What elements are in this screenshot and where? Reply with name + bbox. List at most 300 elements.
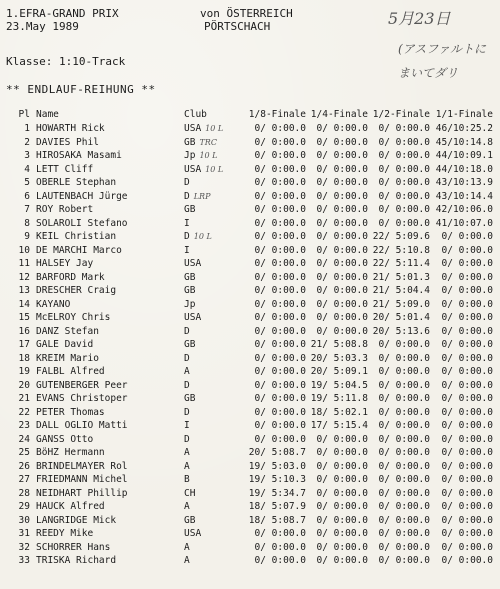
name-cell: REEDY Mike bbox=[36, 528, 94, 539]
column-header-club: Club bbox=[184, 109, 207, 121]
club-cell bbox=[184, 352, 240, 366]
eighth-final-cell: 0/ 0:00.0 bbox=[254, 352, 306, 364]
semi-final-cell: 0/ 0:00.0 bbox=[378, 150, 430, 161]
final-cell: 0/ 0:00.0 bbox=[441, 366, 493, 377]
club-code: CH bbox=[184, 487, 196, 499]
table-row bbox=[0, 338, 493, 352]
club-cell bbox=[184, 514, 240, 528]
semi-final-cell: 0/ 0:00.0 bbox=[378, 555, 430, 566]
club-code: A bbox=[184, 460, 190, 472]
table-row bbox=[0, 244, 493, 258]
table-row bbox=[0, 149, 493, 163]
semi-final-cell: 0/ 0:00.0 bbox=[378, 447, 430, 458]
place-cell: 26 bbox=[18, 460, 30, 472]
club-code: D bbox=[184, 352, 190, 364]
name-cell: LETT Cliff bbox=[36, 163, 94, 175]
eighth-final-cell: 0/ 0:00.0 bbox=[254, 258, 306, 269]
club-code: USA bbox=[184, 312, 202, 323]
semi-final-cell: 0/ 0:00.0 bbox=[378, 163, 430, 175]
final-cell: 0/ 0:00.0 bbox=[441, 474, 493, 485]
final-cell: 0/ 0:00.0 bbox=[441, 312, 493, 323]
club-cell bbox=[184, 392, 240, 406]
table-row bbox=[0, 460, 493, 474]
semi-final-cell: 0/ 0:00.0 bbox=[378, 514, 430, 526]
handwritten-date-note: 5月23日 bbox=[388, 9, 451, 28]
place-cell: 29 bbox=[18, 501, 30, 512]
eighth-final-cell: 0/ 0:00.0 bbox=[254, 298, 306, 310]
name-cell: ROY Robert bbox=[36, 204, 94, 215]
name-cell: GANSS Otto bbox=[36, 433, 94, 445]
club-code: GB bbox=[184, 204, 196, 215]
quarter-final-cell: 0/ 0:00.0 bbox=[316, 474, 368, 485]
name-cell: DAVIES Phil bbox=[36, 136, 99, 148]
final-cell: 0/ 0:00.0 bbox=[441, 447, 493, 458]
table-row bbox=[0, 122, 493, 136]
semi-final-cell: 22/ 5:11.4 bbox=[372, 258, 430, 269]
column-header-place: Pl bbox=[18, 109, 30, 121]
name-cell: SCHORRER Hans bbox=[36, 541, 111, 553]
quarter-final-cell: 20/ 5:09.1 bbox=[310, 366, 368, 377]
table-row bbox=[0, 352, 493, 366]
semi-final-cell: 0/ 0:00.0 bbox=[378, 379, 430, 391]
quarter-final-cell: 0/ 0:00.0 bbox=[316, 555, 368, 566]
table-row bbox=[0, 217, 493, 231]
club-code: A bbox=[184, 447, 190, 458]
club-cell bbox=[184, 541, 240, 555]
eighth-final-cell: 18/ 5:07.9 bbox=[248, 501, 306, 512]
quarter-final-cell: 17/ 5:15.4 bbox=[310, 420, 368, 431]
final-cell: 0/ 0:00.0 bbox=[441, 433, 493, 445]
final-cell: 0/ 0:00.0 bbox=[441, 352, 493, 364]
eighth-final-cell: 0/ 0:00.0 bbox=[254, 393, 306, 404]
eighth-final-cell: 0/ 0:00.0 bbox=[254, 420, 306, 431]
column-header-quarter-final: 1/4-Finale bbox=[310, 109, 368, 121]
club-cell bbox=[184, 190, 240, 204]
club-code: Jp bbox=[184, 150, 196, 161]
place-cell: 25 bbox=[18, 447, 30, 458]
quarter-final-cell: 0/ 0:00.0 bbox=[316, 460, 368, 472]
eighth-final-cell: 0/ 0:00.0 bbox=[254, 366, 306, 377]
name-cell: DANZ Stefan bbox=[36, 325, 99, 337]
name-cell: PETER Thomas bbox=[36, 406, 105, 418]
eighth-final-cell: 0/ 0:00.0 bbox=[254, 150, 306, 161]
quarter-final-cell: 21/ 5:08.8 bbox=[310, 339, 368, 350]
handwritten-club-mark: 10 L bbox=[199, 151, 218, 160]
final-cell: 42/10:06.0 bbox=[435, 204, 493, 215]
semi-final-cell: 0/ 0:00.0 bbox=[378, 460, 430, 472]
final-cell: 0/ 0:00.0 bbox=[441, 420, 493, 431]
semi-final-cell: 0/ 0:00.0 bbox=[378, 501, 430, 512]
club-code: A bbox=[184, 366, 190, 377]
place-cell: 13 bbox=[18, 285, 30, 296]
name-cell: HIROSAKA Masami bbox=[36, 150, 122, 161]
handwritten-club-mark: 10 L bbox=[193, 232, 212, 241]
final-cell: 0/ 0:00.0 bbox=[441, 339, 493, 350]
final-cell: 46/10:25.2 bbox=[435, 123, 493, 134]
club-cell bbox=[184, 527, 240, 541]
club-cell bbox=[184, 554, 240, 568]
table-row bbox=[0, 203, 493, 217]
column-header-name: Name bbox=[36, 109, 59, 121]
event-location-header bbox=[200, 7, 293, 33]
eighth-final-cell: 0/ 0:00.0 bbox=[254, 555, 306, 566]
name-cell: EVANS Christoper bbox=[36, 393, 128, 404]
name-cell: LAUTENBACH Jürge bbox=[36, 190, 128, 202]
table-row bbox=[0, 473, 493, 487]
final-cell: 44/10:18.0 bbox=[435, 163, 493, 175]
table-row bbox=[0, 311, 493, 325]
eighth-final-cell: 0/ 0:00.0 bbox=[254, 271, 306, 283]
final-cell: 0/ 0:00.0 bbox=[441, 379, 493, 391]
place-cell: 18 bbox=[18, 352, 30, 364]
semi-final-cell: 0/ 0:00.0 bbox=[378, 136, 430, 148]
place-cell: 32 bbox=[18, 541, 30, 553]
results-table bbox=[0, 108, 493, 568]
name-cell: KEIL Christian bbox=[36, 231, 117, 242]
club-cell bbox=[184, 257, 240, 271]
handwritten-club-mark: 10 L bbox=[205, 124, 224, 133]
club-cell bbox=[184, 365, 240, 379]
semi-final-cell: 20/ 5:13.6 bbox=[372, 325, 430, 337]
semi-final-cell: 0/ 0:00.0 bbox=[378, 217, 430, 229]
club-cell bbox=[184, 460, 240, 474]
final-cell: 0/ 0:00.0 bbox=[441, 501, 493, 512]
eighth-final-cell: 0/ 0:00.0 bbox=[254, 231, 306, 242]
column-header-eighth-final: 1/8-Finale bbox=[248, 109, 306, 121]
club-code: USA bbox=[184, 528, 202, 539]
eighth-final-cell: 0/ 0:00.0 bbox=[254, 541, 306, 553]
eighth-final-cell: 0/ 0:00.0 bbox=[254, 163, 306, 175]
eighth-final-cell: 0/ 0:00.0 bbox=[254, 339, 306, 350]
handwritten-club-mark: 10 L bbox=[205, 164, 224, 174]
final-cell: 0/ 0:00.0 bbox=[441, 285, 493, 296]
place-cell: 22 bbox=[18, 406, 30, 418]
event-title: 1.EFRA-GRAND PRIX bbox=[6, 7, 119, 20]
semi-final-cell: 22/ 5:09.6 bbox=[372, 231, 430, 242]
quarter-final-cell: 0/ 0:00.0 bbox=[316, 204, 368, 215]
quarter-final-cell: 0/ 0:00.0 bbox=[316, 325, 368, 337]
club-code: USA bbox=[184, 163, 202, 175]
class-label: Klasse: 1:10-Track bbox=[6, 55, 126, 68]
club-cell bbox=[184, 379, 240, 393]
eighth-final-cell: 0/ 0:00.0 bbox=[254, 123, 306, 134]
place-cell: 28 bbox=[18, 487, 30, 499]
table-row bbox=[0, 365, 493, 379]
event-location: PÖRTSCHACH bbox=[204, 20, 271, 33]
place-cell: 7 bbox=[24, 204, 30, 215]
place-cell: 8 bbox=[24, 217, 30, 229]
quarter-final-cell: 0/ 0:00.0 bbox=[316, 190, 368, 202]
name-cell: DE MARCHI Marco bbox=[36, 244, 122, 256]
semi-final-cell: 0/ 0:00.0 bbox=[378, 528, 430, 539]
club-code: GB bbox=[184, 136, 196, 148]
handwritten-note-line-2: まいてダリ bbox=[398, 66, 459, 80]
place-cell: 17 bbox=[18, 339, 30, 350]
final-cell: 0/ 0:00.0 bbox=[441, 514, 493, 526]
club-cell bbox=[184, 473, 240, 487]
final-cell: 0/ 0:00.0 bbox=[441, 298, 493, 310]
club-cell bbox=[184, 298, 240, 312]
place-cell: 30 bbox=[18, 514, 30, 526]
club-cell bbox=[184, 419, 240, 433]
club-code: D bbox=[184, 433, 190, 445]
quarter-final-cell: 0/ 0:00.0 bbox=[316, 271, 368, 283]
name-cell: NEIDHART Phillip bbox=[36, 487, 128, 499]
quarter-final-cell: 0/ 0:00.0 bbox=[316, 258, 368, 269]
club-code: USA bbox=[184, 258, 202, 269]
club-code: A bbox=[184, 541, 190, 553]
eighth-final-cell: 0/ 0:00.0 bbox=[254, 285, 306, 296]
eighth-final-cell: 0/ 0:00.0 bbox=[254, 244, 306, 256]
name-cell: KAYANO bbox=[36, 298, 71, 310]
place-cell: 9 bbox=[24, 231, 30, 242]
name-cell: FALBL Alfred bbox=[36, 366, 105, 377]
place-cell: 24 bbox=[18, 433, 30, 445]
club-cell bbox=[184, 203, 240, 217]
club-code: I bbox=[184, 217, 190, 229]
quarter-final-cell: 0/ 0:00.0 bbox=[316, 447, 368, 458]
quarter-final-cell: 0/ 0:00.0 bbox=[316, 163, 368, 175]
place-cell: 1 bbox=[24, 123, 30, 134]
eighth-final-cell: 0/ 0:00.0 bbox=[254, 379, 306, 391]
semi-final-cell: 0/ 0:00.0 bbox=[378, 177, 430, 188]
quarter-final-cell: 19/ 5:11.8 bbox=[310, 393, 368, 404]
club-cell bbox=[184, 406, 240, 420]
club-code: GB bbox=[184, 271, 196, 283]
eighth-final-cell: 0/ 0:00.0 bbox=[254, 217, 306, 229]
club-code: GB bbox=[184, 393, 196, 404]
club-code: D bbox=[184, 406, 190, 418]
table-row bbox=[0, 271, 493, 285]
club-cell bbox=[184, 284, 240, 298]
name-cell: KREIM Mario bbox=[36, 352, 99, 364]
semi-final-cell: 0/ 0:00.0 bbox=[378, 366, 430, 377]
quarter-final-cell: 0/ 0:00.0 bbox=[316, 298, 368, 310]
quarter-final-cell: 0/ 0:00.0 bbox=[316, 433, 368, 445]
table-row bbox=[0, 514, 493, 528]
semi-final-cell: 0/ 0:00.0 bbox=[378, 204, 430, 215]
club-cell bbox=[184, 487, 240, 501]
name-cell: BöHZ Hermann bbox=[36, 447, 105, 458]
final-cell: 45/10:14.8 bbox=[435, 136, 493, 148]
name-cell: OBERLE Stephan bbox=[36, 177, 117, 188]
club-cell bbox=[184, 176, 240, 190]
place-cell: 6 bbox=[24, 190, 30, 202]
name-cell: HOWARTH Rick bbox=[36, 123, 105, 134]
semi-final-cell: 21/ 5:04.4 bbox=[372, 285, 430, 296]
club-code: USA bbox=[184, 123, 202, 134]
place-cell: 33 bbox=[18, 555, 30, 566]
club-code: A bbox=[184, 501, 190, 512]
column-header-final: 1/1-Finale bbox=[435, 109, 493, 121]
handwritten-note-line-1: (アスファルトに bbox=[398, 42, 486, 56]
club-cell bbox=[184, 271, 240, 285]
eighth-final-cell: 19/ 5:10.3 bbox=[248, 474, 306, 485]
quarter-final-cell: 0/ 0:00.0 bbox=[316, 528, 368, 539]
club-cell bbox=[184, 311, 240, 325]
club-cell bbox=[184, 230, 240, 244]
results-body bbox=[0, 122, 493, 568]
quarter-final-cell: 0/ 0:00.0 bbox=[316, 487, 368, 499]
club-code: D bbox=[184, 325, 190, 337]
table-row bbox=[0, 406, 493, 420]
quarter-final-cell: 19/ 5:04.5 bbox=[310, 379, 368, 391]
place-cell: 27 bbox=[18, 474, 30, 485]
place-cell: 20 bbox=[18, 379, 30, 391]
semi-final-cell: 0/ 0:00.0 bbox=[378, 474, 430, 485]
place-cell: 3 bbox=[24, 150, 30, 161]
quarter-final-cell: 0/ 0:00.0 bbox=[316, 514, 368, 526]
table-row bbox=[0, 190, 493, 204]
semi-final-cell: 0/ 0:00.0 bbox=[378, 339, 430, 350]
table-row bbox=[0, 433, 493, 447]
eighth-final-cell: 0/ 0:00.0 bbox=[254, 325, 306, 337]
quarter-final-cell: 0/ 0:00.0 bbox=[316, 231, 368, 242]
name-cell: McELROY Chris bbox=[36, 312, 111, 323]
eighth-final-cell: 0/ 0:00.0 bbox=[254, 204, 306, 215]
club-code: GB bbox=[184, 339, 196, 350]
final-cell: 0/ 0:00.0 bbox=[441, 244, 493, 256]
final-cell: 44/10:09.1 bbox=[435, 150, 493, 161]
final-cell: 43/10:13.9 bbox=[435, 177, 493, 188]
club-cell bbox=[184, 325, 240, 339]
name-cell: BARFORD Mark bbox=[36, 271, 105, 283]
semi-final-cell: 0/ 0:00.0 bbox=[378, 433, 430, 445]
final-cell: 0/ 0:00.0 bbox=[441, 231, 493, 242]
quarter-final-cell: 0/ 0:00.0 bbox=[316, 541, 368, 553]
name-cell: BRINDELMAYER Rol bbox=[36, 460, 128, 472]
semi-final-cell: 0/ 0:00.0 bbox=[378, 487, 430, 499]
final-cell: 0/ 0:00.0 bbox=[441, 393, 493, 404]
club-cell bbox=[184, 122, 240, 136]
club-code: A bbox=[184, 555, 190, 566]
eighth-final-cell: 18/ 5:08.7 bbox=[248, 514, 306, 526]
club-code: B bbox=[184, 474, 190, 485]
table-row bbox=[0, 500, 493, 514]
eighth-final-cell: 19/ 5:03.0 bbox=[248, 460, 306, 472]
table-row bbox=[0, 176, 493, 190]
name-cell: LANGRIDGE Mick bbox=[36, 514, 117, 526]
club-cell bbox=[184, 338, 240, 352]
club-code: I bbox=[184, 244, 190, 256]
name-cell: DRESCHER Craig bbox=[36, 285, 117, 296]
semi-final-cell: 22/ 5:10.8 bbox=[372, 244, 430, 256]
place-cell: 16 bbox=[18, 325, 30, 337]
club-code: I bbox=[184, 420, 190, 431]
club-cell bbox=[184, 500, 240, 514]
quarter-final-cell: 20/ 5:03.3 bbox=[310, 352, 368, 364]
quarter-final-cell: 0/ 0:00.0 bbox=[316, 136, 368, 148]
place-cell: 4 bbox=[24, 163, 30, 175]
club-code: GB bbox=[184, 514, 196, 526]
club-cell bbox=[184, 244, 240, 258]
handwritten-club-mark: TRC bbox=[199, 137, 217, 147]
semi-final-cell: 0/ 0:00.0 bbox=[378, 393, 430, 404]
semi-final-cell: 0/ 0:00.0 bbox=[378, 420, 430, 431]
eighth-final-cell: 19/ 5:34.7 bbox=[248, 487, 306, 499]
place-cell: 12 bbox=[18, 271, 30, 283]
table-row bbox=[0, 541, 493, 555]
place-cell: 2 bbox=[24, 136, 30, 148]
place-cell: 10 bbox=[18, 244, 30, 256]
semi-final-cell: 0/ 0:00.0 bbox=[378, 352, 430, 364]
table-row bbox=[0, 419, 493, 433]
final-cell: 0/ 0:00.0 bbox=[441, 460, 493, 472]
section-title: ** ENDLAUF-REIHUNG ** bbox=[6, 83, 156, 96]
table-row bbox=[0, 487, 493, 501]
name-cell: TRISKA Richard bbox=[36, 555, 117, 566]
name-cell: GALE David bbox=[36, 339, 94, 350]
quarter-final-cell: 0/ 0:00.0 bbox=[316, 217, 368, 229]
name-cell: DALL OGLIO Matti bbox=[36, 420, 128, 431]
table-row bbox=[0, 230, 493, 244]
semi-final-cell: 0/ 0:00.0 bbox=[378, 406, 430, 418]
table-row bbox=[0, 284, 493, 298]
final-cell: 0/ 0:00.0 bbox=[441, 555, 493, 566]
table-row bbox=[0, 527, 493, 541]
place-cell: 14 bbox=[18, 298, 30, 310]
eighth-final-cell: 0/ 0:00.0 bbox=[254, 528, 306, 539]
place-cell: 15 bbox=[18, 312, 30, 323]
handwritten-club-mark: LRP bbox=[193, 191, 211, 201]
table-row bbox=[0, 554, 493, 568]
place-cell: 31 bbox=[18, 528, 30, 539]
name-cell: FRIEDMANN Michel bbox=[36, 474, 128, 485]
quarter-final-cell: 0/ 0:00.0 bbox=[316, 501, 368, 512]
place-cell: 19 bbox=[18, 366, 30, 377]
table-row bbox=[0, 392, 493, 406]
table-row bbox=[0, 446, 493, 460]
quarter-final-cell: 0/ 0:00.0 bbox=[316, 285, 368, 296]
event-header bbox=[6, 7, 119, 33]
semi-final-cell: 20/ 5:01.4 bbox=[372, 312, 430, 323]
club-code: D bbox=[184, 177, 190, 188]
place-cell: 21 bbox=[18, 393, 30, 404]
semi-final-cell: 0/ 0:00.0 bbox=[378, 123, 430, 134]
semi-final-cell: 21/ 5:09.0 bbox=[372, 298, 430, 310]
name-cell: HALSEY Jay bbox=[36, 258, 94, 269]
name-cell: SOLAROLI Stefano bbox=[36, 217, 128, 229]
quarter-final-cell: 0/ 0:00.0 bbox=[316, 150, 368, 161]
place-cell: 5 bbox=[24, 177, 30, 188]
eighth-final-cell: 0/ 0:00.0 bbox=[254, 433, 306, 445]
club-cell bbox=[184, 433, 240, 447]
final-cell: 0/ 0:00.0 bbox=[441, 258, 493, 269]
club-cell bbox=[184, 446, 240, 460]
eighth-final-cell: 0/ 0:00.0 bbox=[254, 136, 306, 148]
final-cell: 0/ 0:00.0 bbox=[441, 541, 493, 553]
table-row bbox=[0, 257, 493, 271]
column-header-semi-final: 1/2-Finale bbox=[372, 109, 430, 121]
semi-final-cell: 0/ 0:00.0 bbox=[378, 190, 430, 202]
eighth-final-cell: 0/ 0:00.0 bbox=[254, 406, 306, 418]
event-country: von ÖSTERREICH bbox=[200, 7, 293, 20]
quarter-final-cell: 0/ 0:00.0 bbox=[316, 312, 368, 323]
table-row bbox=[0, 163, 493, 177]
eighth-final-cell: 0/ 0:00.0 bbox=[254, 312, 306, 323]
final-cell: 41/10:07.0 bbox=[435, 217, 493, 229]
quarter-final-cell: 0/ 0:00.0 bbox=[316, 177, 368, 188]
final-cell: 0/ 0:00.0 bbox=[441, 528, 493, 539]
eighth-final-cell: 0/ 0:00.0 bbox=[254, 177, 306, 188]
club-cell bbox=[184, 217, 240, 231]
table-row bbox=[0, 298, 493, 312]
semi-final-cell: 21/ 5:01.3 bbox=[372, 271, 430, 283]
table-row bbox=[0, 136, 493, 150]
quarter-final-cell: 0/ 0:00.0 bbox=[316, 244, 368, 256]
final-cell: 0/ 0:00.0 bbox=[441, 271, 493, 283]
club-code: D bbox=[184, 231, 190, 242]
